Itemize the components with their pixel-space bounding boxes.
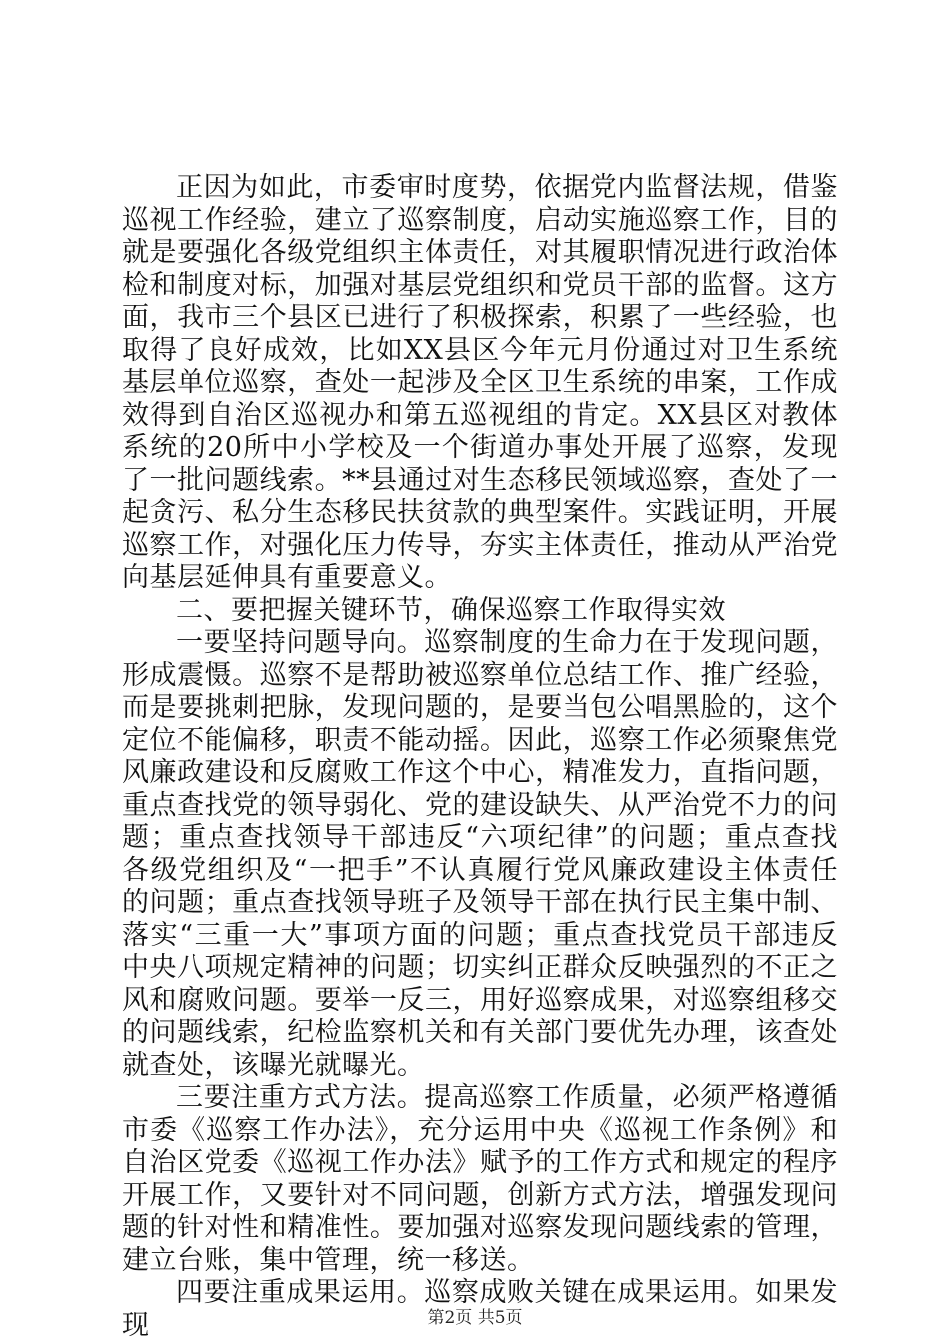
paragraph-methods: 三要注重方式方法。提高巡察工作质量，必须严格遵循市委《巡察工作办法》，充分运用中央《巡视工作条例》和自治区党委《巡视工作办法》赋予的工作方式和规定的程序开展工作，又要针对不同问题，创新方式方法，增强发现问题的针对性和精准性。要加强对巡察发现问题线索的管理，建立台账，集中管理，统一移送。 bbox=[122, 1082, 838, 1276]
paragraph-results-usage: 四要注重成果运用。巡察成败关键在成果运用。如果发现 bbox=[122, 1277, 838, 1341]
paragraph-problem-oriented: 一要坚持问题导向。巡察制度的生命力在于发现问题，形成震慑。巡察不是帮助被巡察单位总结工作、推广经验，而是要挑刺把脉，发现问题的，是要当包公唱黑脸的，这个定位不能偏移，职责不能动摇。因此，巡察工作必须聚焦党风廉政建设和反腐败工作这个中心，精准发力，直指问题，重点查找党的领导弱化、党的建设缺失、从严治党不力的问题；重点查找领导干部违反“六项纪律”的问题；重点查找各级党组织及“一把手”不认真履行党风廉政建设主体责任的问题；重点查找领导班子及领导干部在执行民主集中制、落实“三重一大”事项方面的问题；重点查找党员干部违反中央八项规定精神的问题；切实纠正群众反映强烈的不正之风和腐败问题。要举一反三，用好巡察成果，对巡察组移交的问题线索，纪检监察机关和有关部门要优先办理，该查处就查处，该曝光就曝光。 bbox=[122, 627, 838, 1081]
section-heading-key-links: 二、要把握关键环节，确保巡察工作取得实效 bbox=[176, 594, 726, 626]
page-number-footer: 第2页 共5页 bbox=[427, 1308, 523, 1328]
document-body bbox=[122, 172, 838, 1342]
paragraph-inspection-system: 正因为如此，市委审时度势，依据党内监督法规，借鉴巡视工作经验，建立了巡察制度，启动实施巡察工作，目的就是要强化各级党组织主体责任，对其履职情况进行政治体检和制度对标，加强对基层党组织和党员干部的监督。这方面，我市三个县区已进行了积极探索，积累了一些经验，也取得了良好成效，比如XX县区今年元月份通过对卫生系统基层单位巡察，查处一起涉及全区卫生系统的串案，工作成效得到自治区巡视办和第五巡视组的肯定。XX县区对教体系统的20所中小学校及一个街道办事处开展了巡察，发现了一批问题线索。**县通过对生态移民领域巡察，查处了一起贪污、私分生态移民扶贫款的典型案件。实践证明，开展巡察工作，对强化压力传导，夯实主体责任，推动从严治党向基层延伸具有重要意义。 bbox=[122, 172, 838, 593]
